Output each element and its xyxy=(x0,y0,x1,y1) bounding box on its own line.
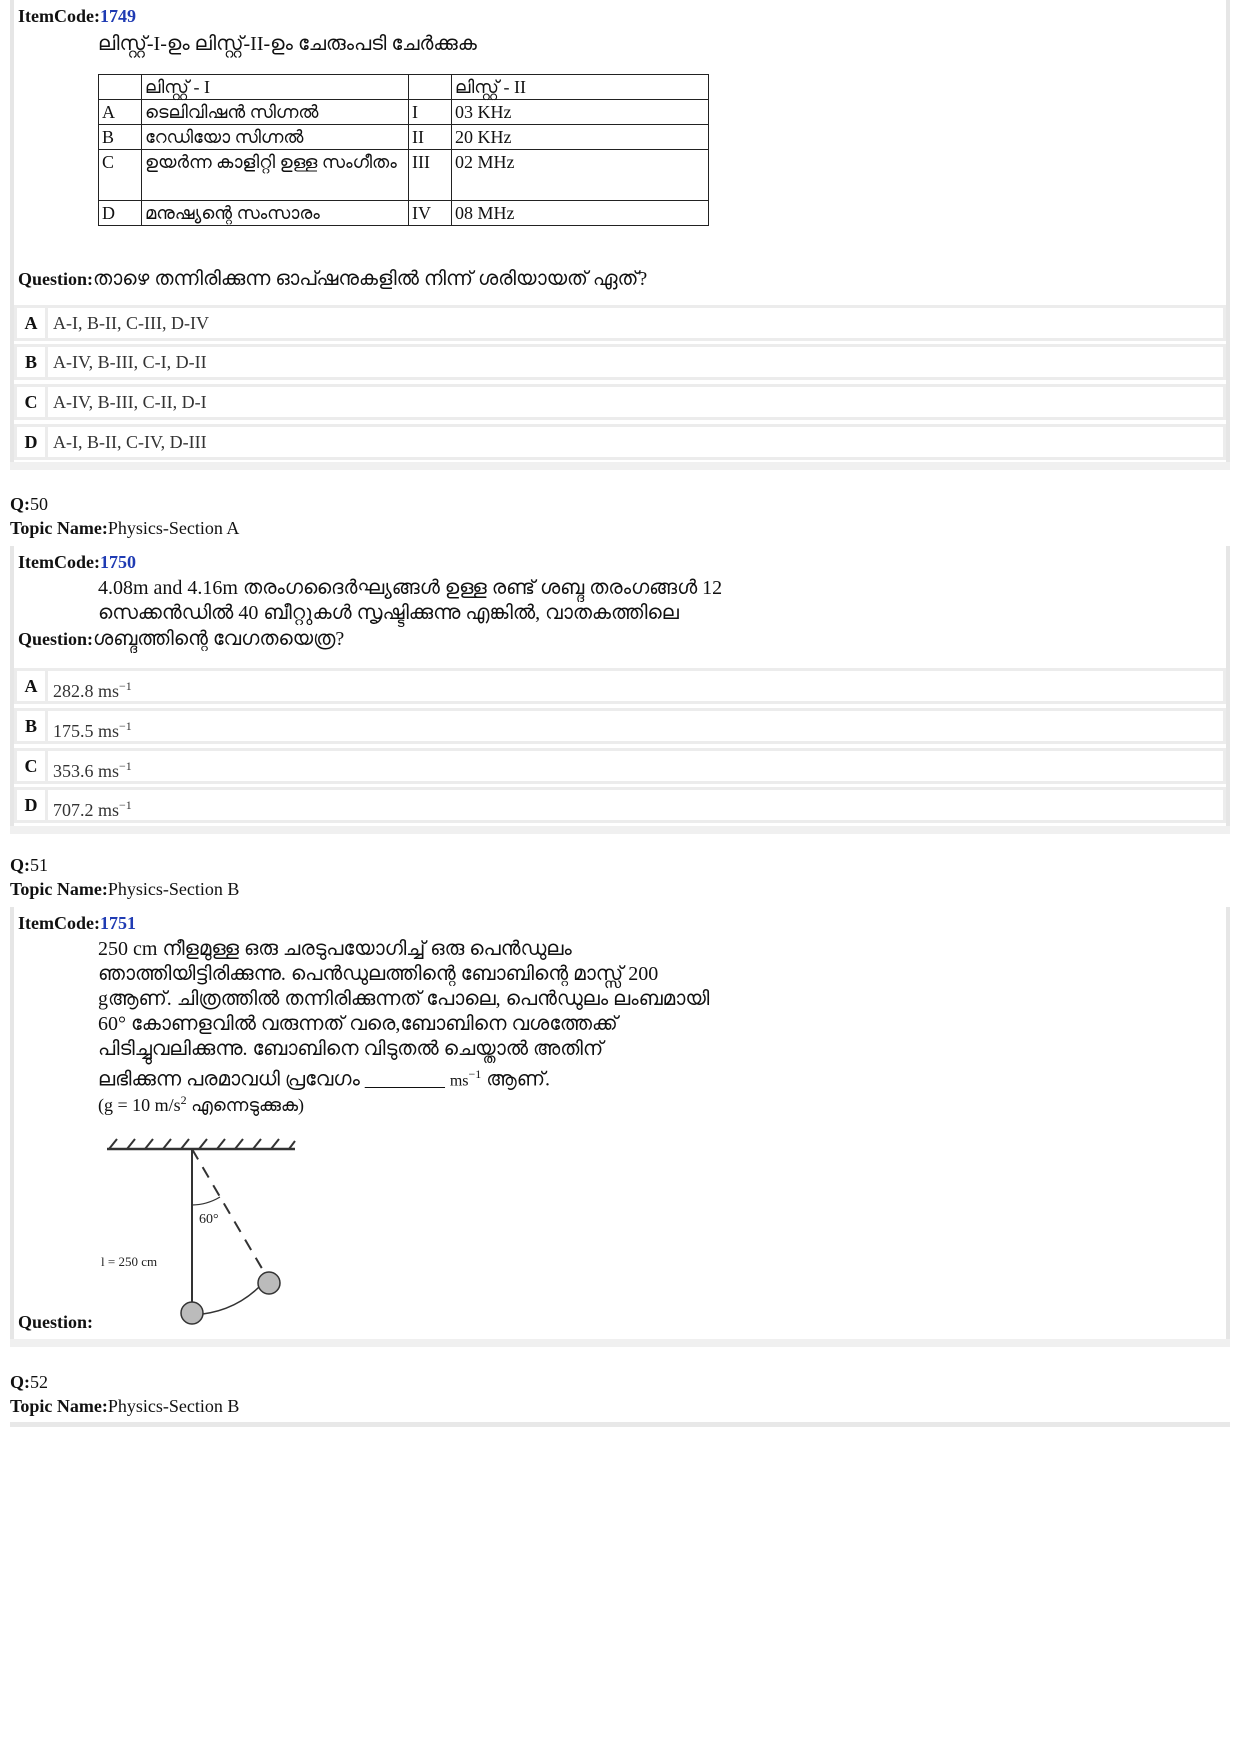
option-c[interactable] xyxy=(14,384,1226,420)
option-b[interactable] xyxy=(14,344,1226,380)
table-cell: 02 MHz xyxy=(452,150,709,201)
stem-unit-exponent: −1 xyxy=(468,1067,482,1081)
pendulum-figure xyxy=(95,1135,315,1340)
question-number xyxy=(10,855,48,876)
question-stem-line: gആണ്. ചിത്രത്തിൽ തന്നിരിക്കുന്നത് പോലെ, പെൻഡുലം ലംബമായി xyxy=(98,988,710,1010)
topic-label: Topic Name: xyxy=(10,518,108,538)
question-number-value: 51 xyxy=(30,855,48,875)
table-cell: C xyxy=(99,150,142,201)
question-number-label: Q: xyxy=(10,1372,30,1392)
option-unit: ms xyxy=(98,761,120,781)
g-note xyxy=(98,1088,304,1118)
option-letter: A xyxy=(17,671,48,701)
question-stem-line: സെക്കൻഡിൽ 40 ബീറ്റുകൾ സൃഷ്ടിക്കുന്നു എങ്കിൽ, വാതകത്തിലെ xyxy=(98,602,679,624)
question-number xyxy=(10,494,48,515)
item-code xyxy=(18,6,136,27)
option-unit-exponent: −1 xyxy=(119,679,132,693)
topic-value: Physics-Section A xyxy=(107,518,240,538)
option-unit-exponent: −1 xyxy=(119,719,132,733)
option-text: A-I, B-II, C-III, D-IV xyxy=(53,313,209,333)
table-cell: III xyxy=(409,150,452,201)
question-number-label: Q: xyxy=(10,494,30,514)
question-label-row xyxy=(18,268,647,291)
option-text: A-IV, B-III, C-II, D-I xyxy=(53,392,207,412)
option-d[interactable] xyxy=(14,424,1226,460)
option-unit: ms xyxy=(98,721,120,741)
option-text xyxy=(53,711,132,741)
table-row xyxy=(99,125,709,150)
question-label-row xyxy=(18,628,344,651)
table-cell: 03 KHz xyxy=(452,100,709,125)
question-number xyxy=(10,1372,48,1393)
table-cell: D xyxy=(99,201,142,226)
stem-unit: ms xyxy=(449,1072,469,1090)
topic-value: Physics-Section B xyxy=(107,879,240,899)
item-code xyxy=(18,913,136,934)
option-value: 707.2 xyxy=(53,800,94,820)
table-cell: I xyxy=(409,100,452,125)
question-stem: ലിസ്റ്റ്-I-ഉം ലിസ്റ്റ്-II-ഉം ചേരുംപടി ചേർക്കുക xyxy=(98,33,477,55)
option-letter: B xyxy=(17,711,48,741)
topic-label: Topic Name: xyxy=(10,1396,108,1416)
length-label: l = 250 cm xyxy=(101,1254,158,1269)
option-text xyxy=(53,790,132,820)
bob-rest xyxy=(181,1302,203,1324)
option-text xyxy=(53,751,132,781)
g-note-text: (g = 10 m/s xyxy=(98,1095,181,1115)
bob-displaced xyxy=(258,1272,280,1294)
item-code-number: 1750 xyxy=(99,552,136,572)
table-cell: 08 MHz xyxy=(452,201,709,226)
question-stem-line: പിടിച്ചുവലിക്കുന്നു. ബോബിനെ വിടുതൽ ചെയ്താൽ അതിന് xyxy=(98,1038,604,1060)
table-row xyxy=(99,75,709,100)
table-cell: A xyxy=(99,100,142,125)
option-text: A-IV, B-III, C-I, D-II xyxy=(53,352,207,372)
g-note-text: എന്നെടുക്കുക) xyxy=(186,1095,305,1115)
table-cell: B xyxy=(99,125,142,150)
option-a[interactable] xyxy=(14,668,1226,704)
table-cell xyxy=(99,75,142,100)
question-number-label: Q: xyxy=(10,855,30,875)
table-cell: 20 KHz xyxy=(452,125,709,150)
table-cell xyxy=(409,75,452,100)
option-a[interactable] xyxy=(14,305,1226,341)
question-stem-line: 250 cm നീളമുള്ള ഒരു ചരടുപയോഗിച്ച് ഒരു പെൻഡുലം xyxy=(98,938,572,960)
table-cell: ഉയർന്ന കാളിറ്റി ഉള്ള സംഗീതം xyxy=(142,150,409,201)
question-number-value: 52 xyxy=(30,1372,48,1392)
option-b[interactable] xyxy=(14,708,1226,744)
option-letter: C xyxy=(17,751,48,781)
table-cell: II xyxy=(409,125,452,150)
topic-name xyxy=(10,879,239,900)
topic-name xyxy=(10,1396,239,1417)
topic-value: Physics-Section B xyxy=(107,1396,240,1416)
option-letter: B xyxy=(17,347,48,377)
stem-text: ആണ്. xyxy=(481,1068,551,1091)
table-cell: മനുഷ്യന്റെ സംസാരം xyxy=(142,201,409,226)
table-cell: IV xyxy=(409,201,452,226)
topic-name xyxy=(10,518,239,539)
match-table xyxy=(98,74,709,226)
option-value: 175.5 xyxy=(53,721,94,741)
table-row xyxy=(99,100,709,125)
option-d[interactable] xyxy=(14,787,1226,823)
item-code-number: 1751 xyxy=(99,913,136,933)
option-value: 282.8 xyxy=(53,681,94,701)
question-stem-line: ഞാത്തിയിട്ടിരിക്കുന്നു. പെൻഡുലത്തിന്റെ ബോബിന്റെ മാസ്സ് 200 xyxy=(98,963,659,985)
question-label: Question: xyxy=(18,629,94,649)
option-text xyxy=(53,671,132,701)
option-text: A-I, B-II, C-IV, D-III xyxy=(53,432,207,452)
option-unit: ms xyxy=(98,681,120,701)
question-text: താഴെ തന്നിരിക്കുന്ന ഓപ്ഷനുകളിൽ നിന്ന് ശരിയായത് ഏത്? xyxy=(93,268,648,290)
option-unit: ms xyxy=(98,800,120,820)
question-number-value: 50 xyxy=(30,494,48,514)
item-code xyxy=(18,552,136,573)
table-cell: ലിസ്റ്റ് - I xyxy=(142,75,409,100)
table-cell: റേഡിയോ സിഗ്നൽ xyxy=(142,125,409,150)
option-letter: D xyxy=(17,427,48,457)
option-letter: A xyxy=(17,308,48,338)
stem-text: ലഭിക്കുന്ന പരമാവധി പ്രവേഗം ________ xyxy=(98,1068,450,1091)
section-divider xyxy=(10,1422,1230,1427)
question-text: ശബ്ദത്തിന്റെ വേഗതയെത്ര? xyxy=(93,628,345,650)
item-code-label: ItemCode: xyxy=(18,6,100,26)
table-cell: ടെലിവിഷൻ സിഗ്നൽ xyxy=(142,100,409,125)
table-cell: ലിസ്റ്റ് - II xyxy=(452,75,709,100)
option-unit-exponent: −1 xyxy=(119,759,132,773)
item-code-label: ItemCode: xyxy=(18,913,100,933)
topic-label: Topic Name: xyxy=(10,879,108,899)
option-unit-exponent: −1 xyxy=(119,798,132,812)
question-stem-line: 60° കോണളവിൽ വരുന്നത് വരെ,ബോബിനെ വശത്തേക്ക് xyxy=(98,1013,618,1035)
angle-label: 60° xyxy=(199,1212,219,1227)
g-note-exponent: 2 xyxy=(180,1093,187,1107)
question-label: Question: xyxy=(18,1312,94,1332)
option-c[interactable] xyxy=(14,748,1226,784)
table-row xyxy=(99,150,709,201)
question-label: Question: xyxy=(18,269,94,289)
item-code-label: ItemCode: xyxy=(18,552,100,572)
option-letter: D xyxy=(17,790,48,820)
option-value: 353.6 xyxy=(53,761,94,781)
table-row xyxy=(99,201,709,226)
ceiling-hatch xyxy=(109,1139,295,1149)
option-letter: C xyxy=(17,387,48,417)
angle-arc xyxy=(192,1197,220,1205)
item-code-number: 1749 xyxy=(99,6,136,26)
question-stem-line: 4.08m and 4.16m തരംഗദൈർഘ്യങ്ങൾ ഉള്ള രണ്ട് ശബ്ദ തരംഗങ്ങൾ 12 xyxy=(98,577,723,599)
